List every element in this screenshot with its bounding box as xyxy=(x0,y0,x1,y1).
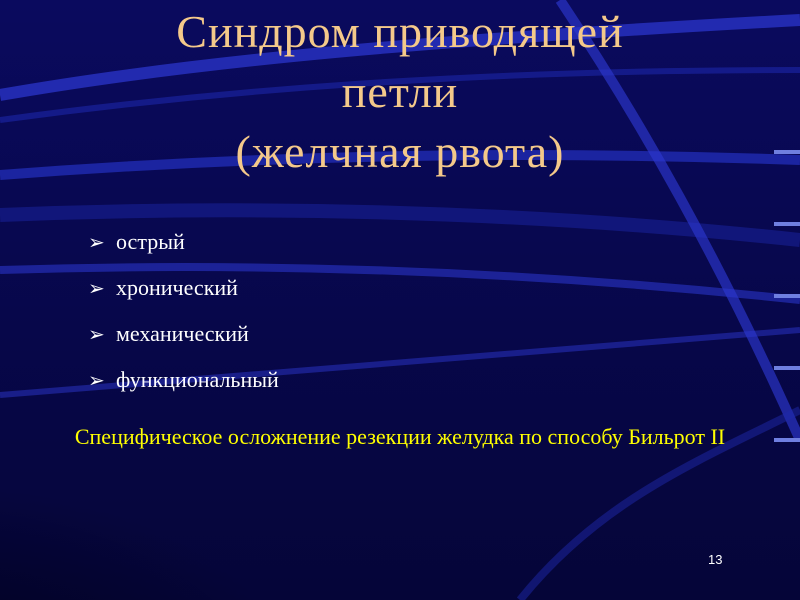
page-number: 13 xyxy=(708,552,723,567)
arrow-bullet-icon: ➢ xyxy=(88,278,105,300)
list-item-label: функциональный xyxy=(116,367,279,392)
list-item xyxy=(88,318,279,364)
list-item-label: механический xyxy=(116,321,249,346)
note-text: Специфическое осложнение резекции желудка по способу Бильрот II xyxy=(74,424,726,449)
arrow-bullet-icon: ➢ xyxy=(88,232,105,254)
slide-title xyxy=(0,2,800,182)
arrow-bullet-icon: ➢ xyxy=(88,370,105,392)
decorative-dash xyxy=(774,438,800,442)
title-line: (желчная рвота) xyxy=(235,126,565,177)
list-item-label: острый xyxy=(116,229,185,254)
decorative-dash xyxy=(774,294,800,298)
decorative-dash xyxy=(774,366,800,370)
decorative-dash xyxy=(774,222,800,226)
list-item xyxy=(88,272,279,318)
bullet-list xyxy=(88,226,279,410)
list-item-label: хронический xyxy=(116,275,238,300)
arrow-bullet-icon: ➢ xyxy=(88,324,105,346)
title-line: петли xyxy=(341,66,459,117)
list-item xyxy=(88,226,279,272)
title-line: Синдром приводящей xyxy=(176,6,624,57)
list-item xyxy=(88,364,279,410)
